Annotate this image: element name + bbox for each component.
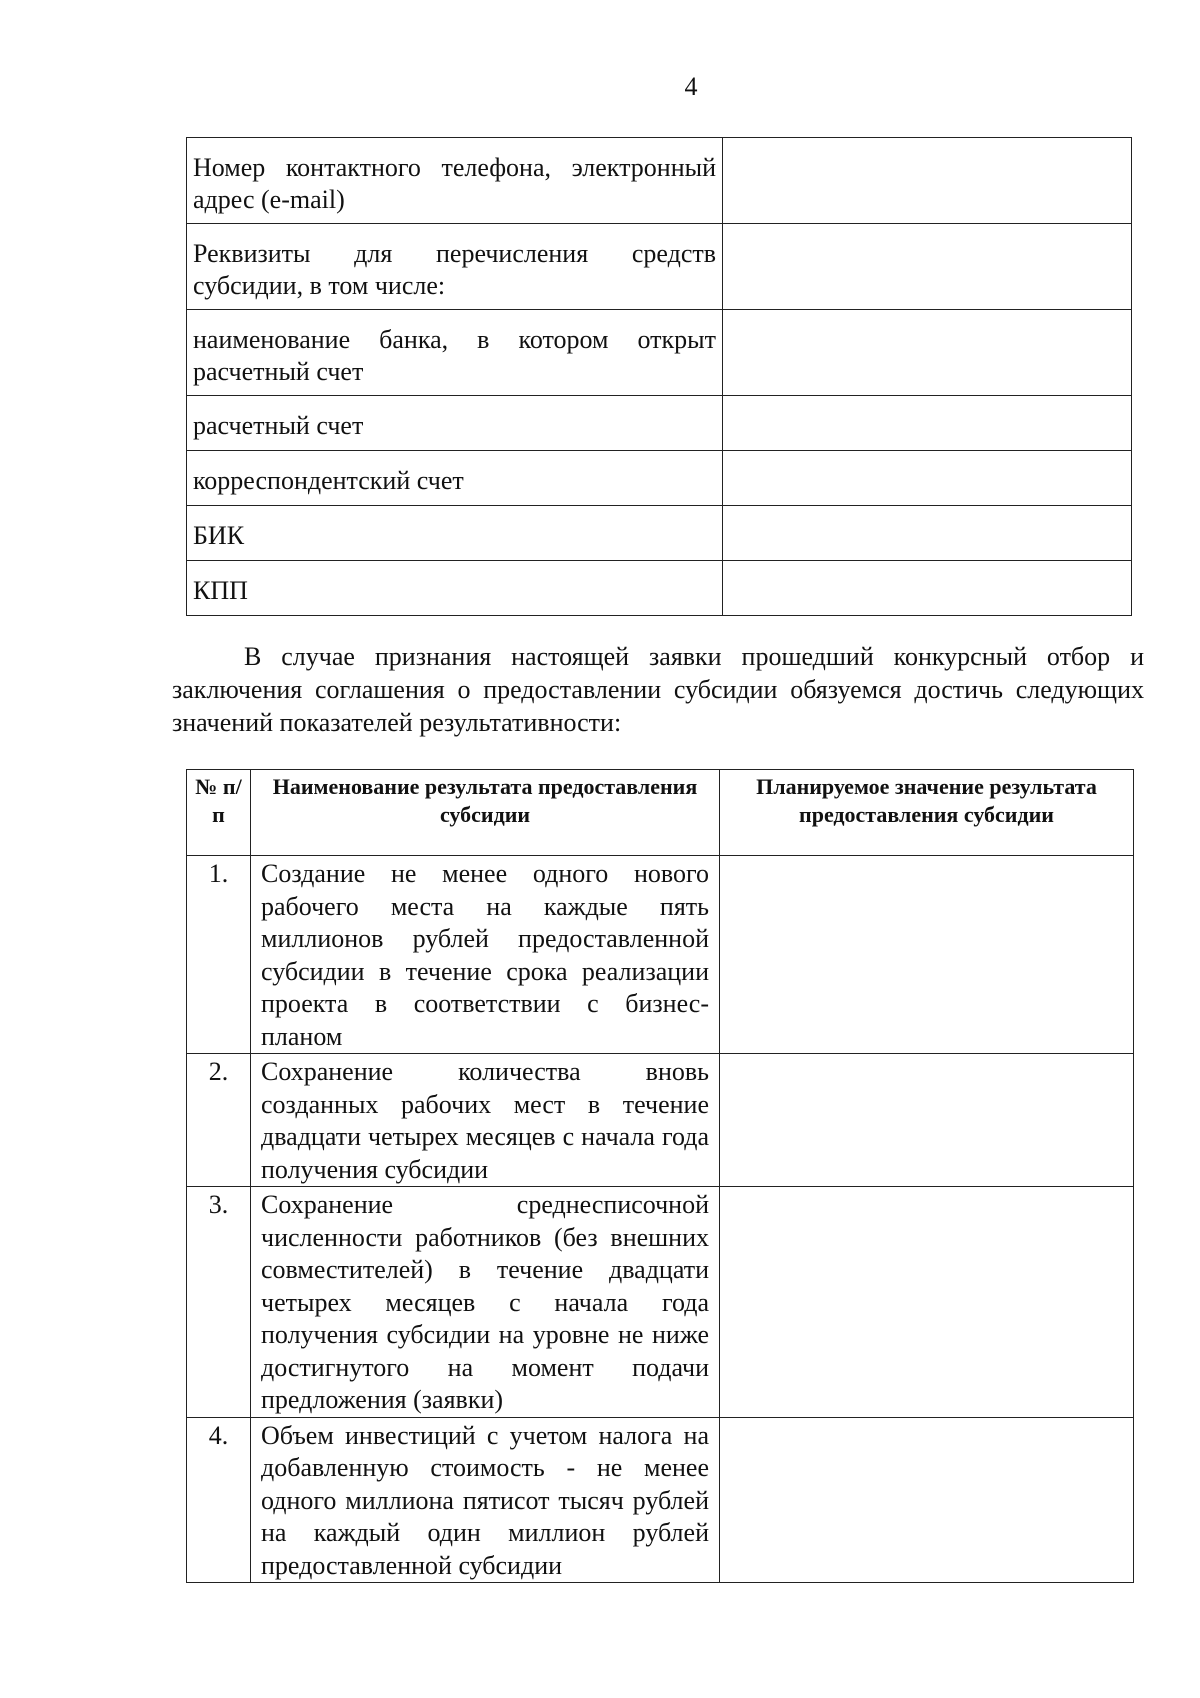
intro-paragraph: В случае признания настоящей заявки прошедший конкурсный отбор и заключения соглашения о предоставлении субсидии обязуемся достичь следующих значений показателей результативности: [172,642,1144,737]
bank-name-label: наименование банка, в котором открыт расчетный счет [187,310,723,396]
bik-field[interactable] [723,506,1132,561]
table-row [187,310,1132,396]
header-number: № п/п [187,770,251,856]
result-name: Создание не менее одного нового рабочего места на каждые пять миллионов рублей предоставленной субсидии в течение срока реализации проекта в соответствии с бизнес-планом [251,856,720,1054]
planned-value-field[interactable] [720,856,1134,1054]
correspondent-account-label: корреспондентский счет [187,451,723,506]
result-name: Сохранение среднесписочной численности работников (без внешних совместителей) в течение двадцати четырех месяцев с начала года получения субсидии на уровне не ниже достигнутого на момент подачи предложения (заявки) [251,1187,720,1418]
settlement-account-label: расчетный счет [187,396,723,451]
result-name: Объем инвестиций с учетом налога на добавленную стоимость - не менее одного миллиона пятисот тысяч рублей на каждый один миллион рублей предоставленной субсидии [251,1417,720,1583]
table-row [187,451,1132,506]
table-row [187,396,1132,451]
table-row [187,561,1132,616]
kpp-label: КПП [187,561,723,616]
planned-value-field[interactable] [720,1054,1134,1187]
row-number: 4. [187,1417,251,1583]
table-row [187,138,1132,224]
correspondent-account-field[interactable] [723,451,1132,506]
contact-phone-email-label: Номер контактного телефона, электронный адрес (e-mail) [187,138,723,224]
bank-details-table [186,137,1132,616]
table-header-row [187,770,1134,856]
settlement-account-field[interactable] [723,396,1132,451]
row-number: 1. [187,856,251,1054]
row-number: 2. [187,1054,251,1187]
table-row [187,856,1134,1054]
table-row [187,506,1132,561]
table-row [187,1187,1134,1418]
result-name: Сохранение количества вновь созданных рабочих мест в течение двадцати четырех месяцев с начала года получения субсидии [251,1054,720,1187]
planned-value-field[interactable] [720,1417,1134,1583]
table-row [187,1054,1134,1187]
header-result-name: Наименование результата предоставления субсидии [251,770,720,856]
header-planned-value: Планируемое значение результата предоставления субсидии [720,770,1134,856]
results-table [186,769,1134,1583]
page-number: 4 [684,72,698,101]
payment-details-field[interactable] [723,224,1132,310]
contact-phone-email-field[interactable] [723,138,1132,224]
table-row [187,224,1132,310]
bank-name-field[interactable] [723,310,1132,396]
row-number: 3. [187,1187,251,1418]
planned-value-field[interactable] [720,1187,1134,1418]
payment-details-label: Реквизиты для перечисления средств субсидии, в том числе: [187,224,723,310]
table-row [187,1417,1134,1583]
bik-label: БИК [187,506,723,561]
kpp-field[interactable] [723,561,1132,616]
